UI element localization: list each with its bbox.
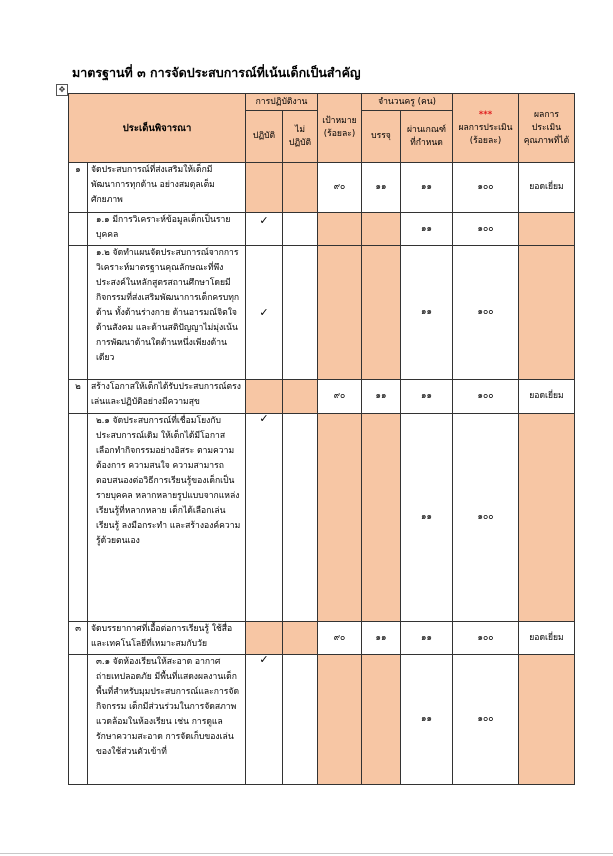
teachers-pass-cell: ๑๑ [401, 163, 453, 213]
quality-cell: ยอดเยี่ยม [519, 163, 575, 213]
not-practiced-cell [283, 622, 318, 655]
result-percent-cell: ๑๐๐ [453, 622, 519, 655]
table-move-handle-icon[interactable]: ✥ [56, 84, 68, 96]
teachers-total-cell: ๑๑ [362, 163, 401, 213]
table-row [69, 246, 575, 380]
header-target: เป้าหมาย (ร้อยละ) [318, 94, 362, 163]
item-number [69, 246, 88, 380]
quality-cell [519, 655, 575, 785]
teachers-pass-cell: ๑๑ [401, 414, 453, 622]
not-practiced-cell [283, 414, 318, 622]
header-teacher-count: จำนวนครู (คน) [362, 94, 453, 111]
header-quality: ผลการ ประเมิน คุณภาพที่ได้ [519, 94, 575, 163]
standard-table [68, 93, 575, 785]
target-cell [318, 246, 362, 380]
table-row [69, 380, 575, 414]
quality-cell: ยอดเยี่ยม [519, 380, 575, 414]
item-number: ๓ [69, 622, 88, 655]
header-practiced: ปฏิบัติ [246, 111, 283, 163]
not-practiced-cell [283, 163, 318, 213]
quality-cell [519, 414, 575, 622]
page-bottom-divider [0, 853, 613, 854]
item-text: สร้างโอกาสให้เด็กได้รับประสบการณ์ตรง เล่นและปฏิบัติอย่างมีความสุข [88, 380, 246, 414]
result-marker: *** [478, 109, 493, 120]
result-percent-label: ผลการประเมิน (ร้อยละ) [458, 122, 513, 146]
practiced-cell [246, 163, 283, 213]
item-number [69, 655, 88, 785]
not-practiced-cell [283, 380, 318, 414]
table-row [69, 163, 575, 213]
page-heading: มาตรฐานที่ ๓ การจัดประสบการณ์ที่เน้นเด็กเป็นสำคัญ [72, 65, 361, 80]
quality-cell [519, 213, 575, 246]
item-number [69, 213, 88, 246]
result-percent-cell: ๑๐๐ [453, 246, 519, 380]
result-percent-cell: ๑๐๐ [453, 414, 519, 622]
target-cell: ๙๐ [318, 163, 362, 213]
teachers-total-cell [362, 213, 401, 246]
teachers-pass-cell: ๑๑ [401, 655, 453, 785]
teachers-pass-cell: ๑๑ [401, 622, 453, 655]
target-cell [318, 655, 362, 785]
item-text: ๒.๑ จัดประสบการณ์ที่เชื่อมโยงกับประสบการณ์เดิม ให้เด็กได้มีโอกาสเลือกทำกิจกรรมอย่างอิสระ ตามความต้องการ ความสนใจ ความสามารถ ตอบสนองต่อวิธีการเรียนรู้ของเด็กเป็นรายบุคคล หลากหลายรูปแบบจากแหล่งเรียนรู้ที่หลากหลาย เด็กได้เลือกเล่น เรียนรู้ ลงมือกระทำ และสร้างองค์ความรู้ด้วยตนเอง [88, 414, 246, 622]
target-cell [318, 414, 362, 622]
teachers-total-cell: ๑๑ [362, 622, 401, 655]
header-topic: ประเด็นพิจารณา [69, 94, 246, 163]
result-percent-cell: ๑๐๐ [453, 163, 519, 213]
header-result-percent [453, 94, 519, 163]
not-practiced-cell [283, 213, 318, 246]
header-practice-group: การปฏิบัติงาน [246, 94, 318, 111]
table-row [69, 622, 575, 655]
target-cell [318, 213, 362, 246]
result-percent-cell: ๑๐๐ [453, 655, 519, 785]
item-text: จัดประสบการณ์ที่ส่งเสริมให้เด็กมีพัฒนาการทุกด้าน อย่างสมดุลเต็มศักยภาพ [88, 163, 246, 213]
teachers-total-cell: ๑๑ [362, 380, 401, 414]
check-icon: ✓ [246, 655, 283, 785]
check-icon: ✓ [246, 246, 283, 380]
target-cell: ๙๐ [318, 380, 362, 414]
teachers-pass-cell: ๑๑ [401, 246, 453, 380]
table-row [69, 414, 575, 622]
item-number: ๑ [69, 163, 88, 213]
item-number [69, 414, 88, 622]
teachers-total-cell [362, 246, 401, 380]
item-text: ๓.๑ จัดห้องเรียนให้สะอาด อากาศถ่ายเทปลอดภัย มีพื้นที่แสดงผลงานเด็กพื้นที่สำหรับมุมประสบการณ์และการจัดกิจกรรม เด็กมีส่วนร่วมในการจัดสภาพแวดล้อมในห้องเรียน เช่น การดูแลรักษาความสะอาด การจัดเก็บของเล่น ของใช้ส่วนตัวเข้าที่ [88, 655, 246, 785]
practiced-cell [246, 622, 283, 655]
item-number: ๒ [69, 380, 88, 414]
not-practiced-cell [283, 246, 318, 380]
header-not-practiced: ไม่ ปฏิบัติ [283, 111, 318, 163]
table-row [69, 213, 575, 246]
quality-cell [519, 246, 575, 380]
not-practiced-cell [283, 655, 318, 785]
item-text: ๑.๑ มีการวิเคราะห์ข้อมูลเด็กเป็นรายบุคคล [88, 213, 246, 246]
table-row [69, 655, 575, 785]
teachers-pass-cell: ๑๑ [401, 380, 453, 414]
item-text: จัดบรรยากาศที่เอื้อต่อการเรียนรู้ ใช้สื่อและเทคโนโลยีที่เหมาะสมกับวัย [88, 622, 246, 655]
result-percent-cell: ๑๐๐ [453, 213, 519, 246]
quality-cell: ยอดเยี่ยม [519, 622, 575, 655]
practiced-cell [246, 380, 283, 414]
teachers-total-cell [362, 655, 401, 785]
item-text: ๑.๒ จัดทำแผนจัดประสบการณ์จากการวิเคราะห์มาตรฐานคุณลักษณะที่พึงประสงค์ในหลักสูตรสถานศึกษาโดยมีกิจกรรมที่ส่งเสริมพัฒนาการเด็กครบทุกด้าน ทั้งด้านร่างกาย ด้านอารมณ์จิตใจ ด้านสังคม และด้านสติปัญญาไม่มุ่งเน้นการพัฒนาด้านใดด้านหนึ่งเพียงด้านเดียว [88, 246, 246, 380]
teachers-pass-cell: ๑๑ [401, 213, 453, 246]
result-percent-cell: ๑๐๐ [453, 380, 519, 414]
header-teachers-total: บรรจุ [362, 111, 401, 163]
check-icon: ✓ [246, 213, 283, 246]
check-icon: ✓ [246, 414, 283, 622]
target-cell: ๙๐ [318, 622, 362, 655]
teachers-total-cell [362, 414, 401, 622]
header-teachers-pass: ผ่านเกณฑ์ ที่กำหนด [401, 111, 453, 163]
